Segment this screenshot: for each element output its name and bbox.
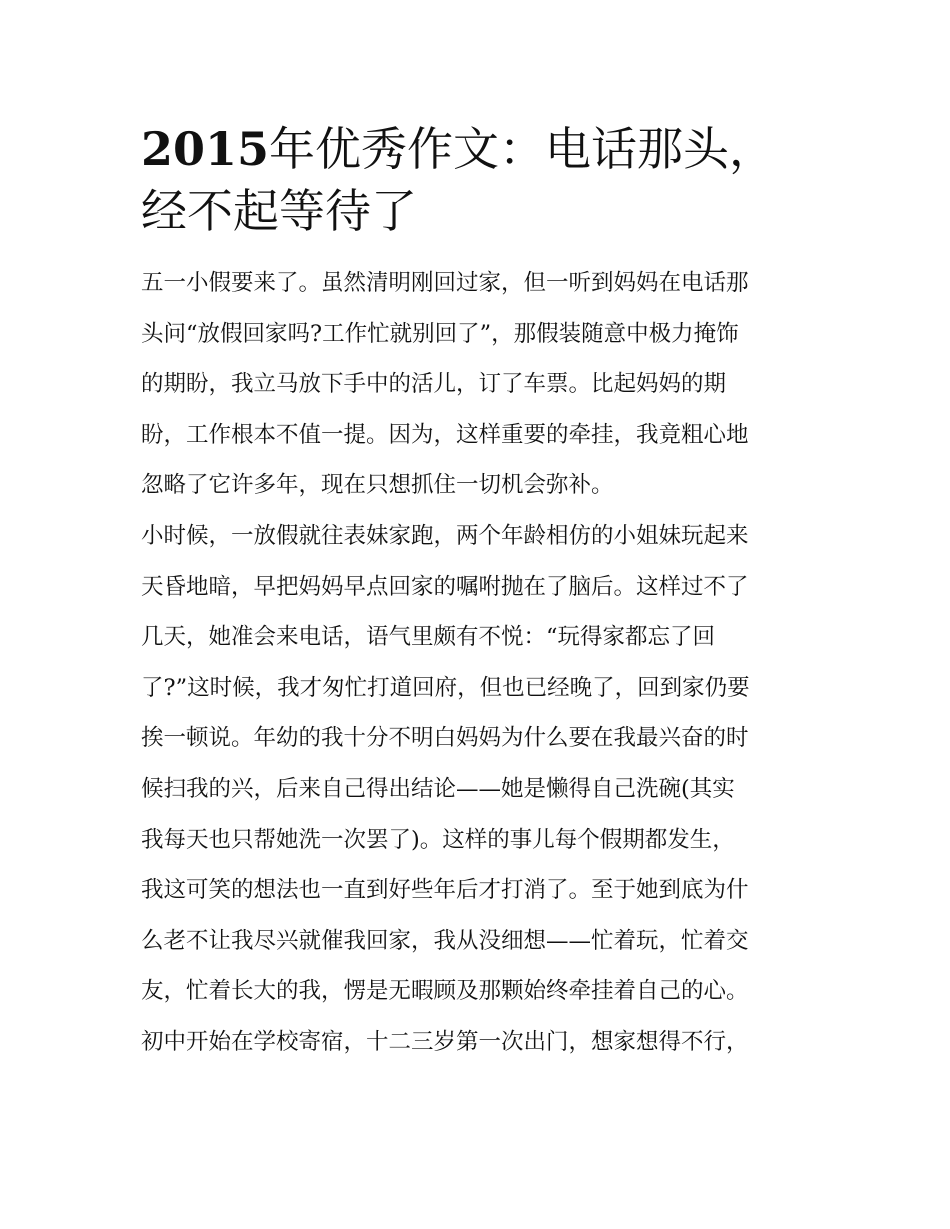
title-year: 2015: [141, 122, 270, 176]
article-body: [141, 258, 813, 1068]
paragraph-1: [141, 258, 813, 511]
paragraph-line: 了?”这时候，我才匆忙打道回府，但也已经晚了，回到家仍要: [141, 674, 750, 701]
paragraph-line: 挨一顿说。年幼的我十分不明白妈妈为什么要在我最兴奋的时: [141, 725, 749, 752]
paragraph-line: 初中开始在学校寄宿，十二三岁第一次出门，想家想得不行，: [141, 1028, 749, 1055]
paragraph-line: 忽略了它许多年，现在只想抓住一切机会弥补。: [141, 472, 614, 499]
title-line-2: 经不起等待了: [141, 184, 417, 238]
paragraph-line: 我每天也只帮她洗一次罢了)。这样的事儿每个假期都发生，: [141, 826, 735, 853]
paragraph-line: 候扫我的兴，后来自己得出结论——她是懒得自己洗碗(其实: [141, 775, 735, 802]
paragraph-3: [141, 1017, 813, 1068]
title-line-1-text: 年优秀作文：电话那头，: [269, 122, 776, 176]
paragraph-2: [141, 511, 813, 1017]
article-title: [141, 118, 813, 242]
paragraph-line: 么老不让我尽兴就催我回家，我从没细想——忙着玩，忙着交: [141, 927, 749, 954]
paragraph-line: 盼，工作根本不值一提。因为，这样重要的牵挂，我竟粗心地: [141, 421, 749, 448]
paragraph-line: 友，忙着长大的我，愣是无暇顾及那颗始终牵挂着自己的心。: [141, 978, 749, 1005]
paragraph-line: 几天，她准会来电话，语气里颇有不悦：“玩得家都忘了回: [141, 624, 716, 651]
paragraph-line: 小时候，一放假就往表妹家跑，两个年龄相仿的小姐妹玩起来: [141, 522, 749, 549]
paragraph-line: 我这可笑的想法也一直到好些年后才打消了。至于她到底为什: [141, 877, 749, 904]
paragraph-line: 头问“放假回家吗?工作忙就别回了”，那假装随意中极力掩饰: [141, 320, 739, 347]
paragraph-line: 五一小假要来了。虽然清明刚回过家，但一听到妈妈在电话那: [141, 270, 749, 296]
paragraph-line: 的期盼，我立马放下手中的活儿，订了车票。比起妈妈的期: [141, 371, 727, 398]
paragraph-line: 天昏地暗，早把妈妈早点回家的嘱咐抛在了脑后。这样过不了: [141, 573, 749, 600]
article: [141, 118, 813, 1068]
title-line-1: [141, 118, 813, 180]
